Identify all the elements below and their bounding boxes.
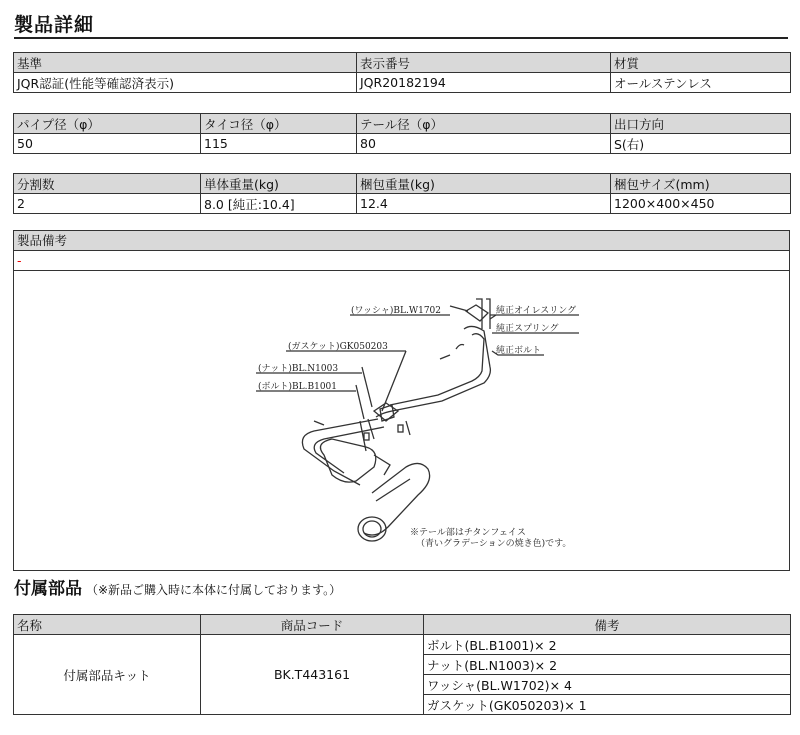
header-pieces: 分割数 xyxy=(14,174,201,194)
accessories-title xyxy=(14,574,341,599)
page-title: 製品詳細 xyxy=(14,14,95,36)
value-standard: JQR認証(性能等確認済表示) xyxy=(14,73,357,93)
spec-table-standard xyxy=(13,52,791,93)
header-exit-direction: 出口方向 xyxy=(611,114,791,134)
header-material: 材質 xyxy=(611,53,791,73)
kit-item-nut: ナット(BL.N1003)× 2 xyxy=(424,655,791,675)
kit-item-washer: ワッシャ(BL.W1702)× 4 xyxy=(424,675,791,695)
kit-code: BK.T443161 xyxy=(201,635,424,715)
header-display-number: 表示番号 xyxy=(357,53,611,73)
header-silencer-diameter: タイコ径（φ） xyxy=(201,114,357,134)
header-package-size: 梱包サイズ(mm) xyxy=(611,174,791,194)
product-remarks xyxy=(13,230,790,571)
value-material: オールステンレス xyxy=(611,73,791,93)
header-remarks: 備考 xyxy=(424,615,791,635)
remarks-value: - xyxy=(14,251,789,271)
spec-table-weights xyxy=(13,173,791,214)
label-gasket: (ガスケット)GK050203 xyxy=(288,342,388,352)
header-pipe-diameter: パイプ径（φ） xyxy=(14,114,201,134)
label-oem-bolt: 純正ボルト xyxy=(496,346,542,356)
label-oem-spring: 純正スプリング xyxy=(496,324,559,334)
kit-item-bolt: ボルト(BL.B1001)× 2 xyxy=(424,635,791,655)
label-oem-oring: 純正オイレスリング xyxy=(496,306,577,316)
value-pieces: 2 xyxy=(14,194,201,214)
header-name: 名称 xyxy=(14,615,201,635)
value-unit-weight: 8.0 [純正:10.4] xyxy=(201,194,357,214)
remarks-header: 製品備考 xyxy=(14,231,789,251)
header-product-code: 商品コード xyxy=(201,615,424,635)
exhaust-diagram-illustration xyxy=(14,271,789,570)
value-package-size: 1200×400×450 xyxy=(611,194,791,214)
exhaust-diagram xyxy=(14,271,789,570)
header-standard: 基準 xyxy=(14,53,357,73)
accessories-table xyxy=(13,614,791,715)
spec-table-diameters xyxy=(13,113,791,154)
value-pipe-diameter: 50 xyxy=(14,134,201,154)
accessories-note: （※新品ご購入時に本体に付属しております。） xyxy=(86,583,342,597)
label-tail-note-2: （青いグラデーションの焼き色)です。 xyxy=(416,539,572,549)
label-tail-note-1: ※テール部はチタンフェイス xyxy=(410,528,526,538)
header-tail-diameter: テール径（φ） xyxy=(357,114,611,134)
value-silencer-diameter: 115 xyxy=(201,134,357,154)
value-package-weight: 12.4 xyxy=(357,194,611,214)
header-unit-weight: 単体重量(kg) xyxy=(201,174,357,194)
label-bolt: (ボルト)BL.B1001 xyxy=(258,382,337,392)
title-divider xyxy=(14,37,788,39)
label-washer: (ワッシャ)BL.W1702 xyxy=(351,306,441,316)
kit-name: 付属部品キット xyxy=(14,635,201,715)
label-nut: (ナット)BL.N1003 xyxy=(258,364,339,374)
header-package-weight: 梱包重量(kg) xyxy=(357,174,611,194)
value-exit-direction: S(右) xyxy=(611,134,791,154)
kit-item-gasket: ガスケット(GK050203)× 1 xyxy=(424,695,791,715)
value-tail-diameter: 80 xyxy=(357,134,611,154)
value-display-number: JQR20182194 xyxy=(357,73,611,93)
accessories-title-text: 付属部品 xyxy=(14,579,82,599)
